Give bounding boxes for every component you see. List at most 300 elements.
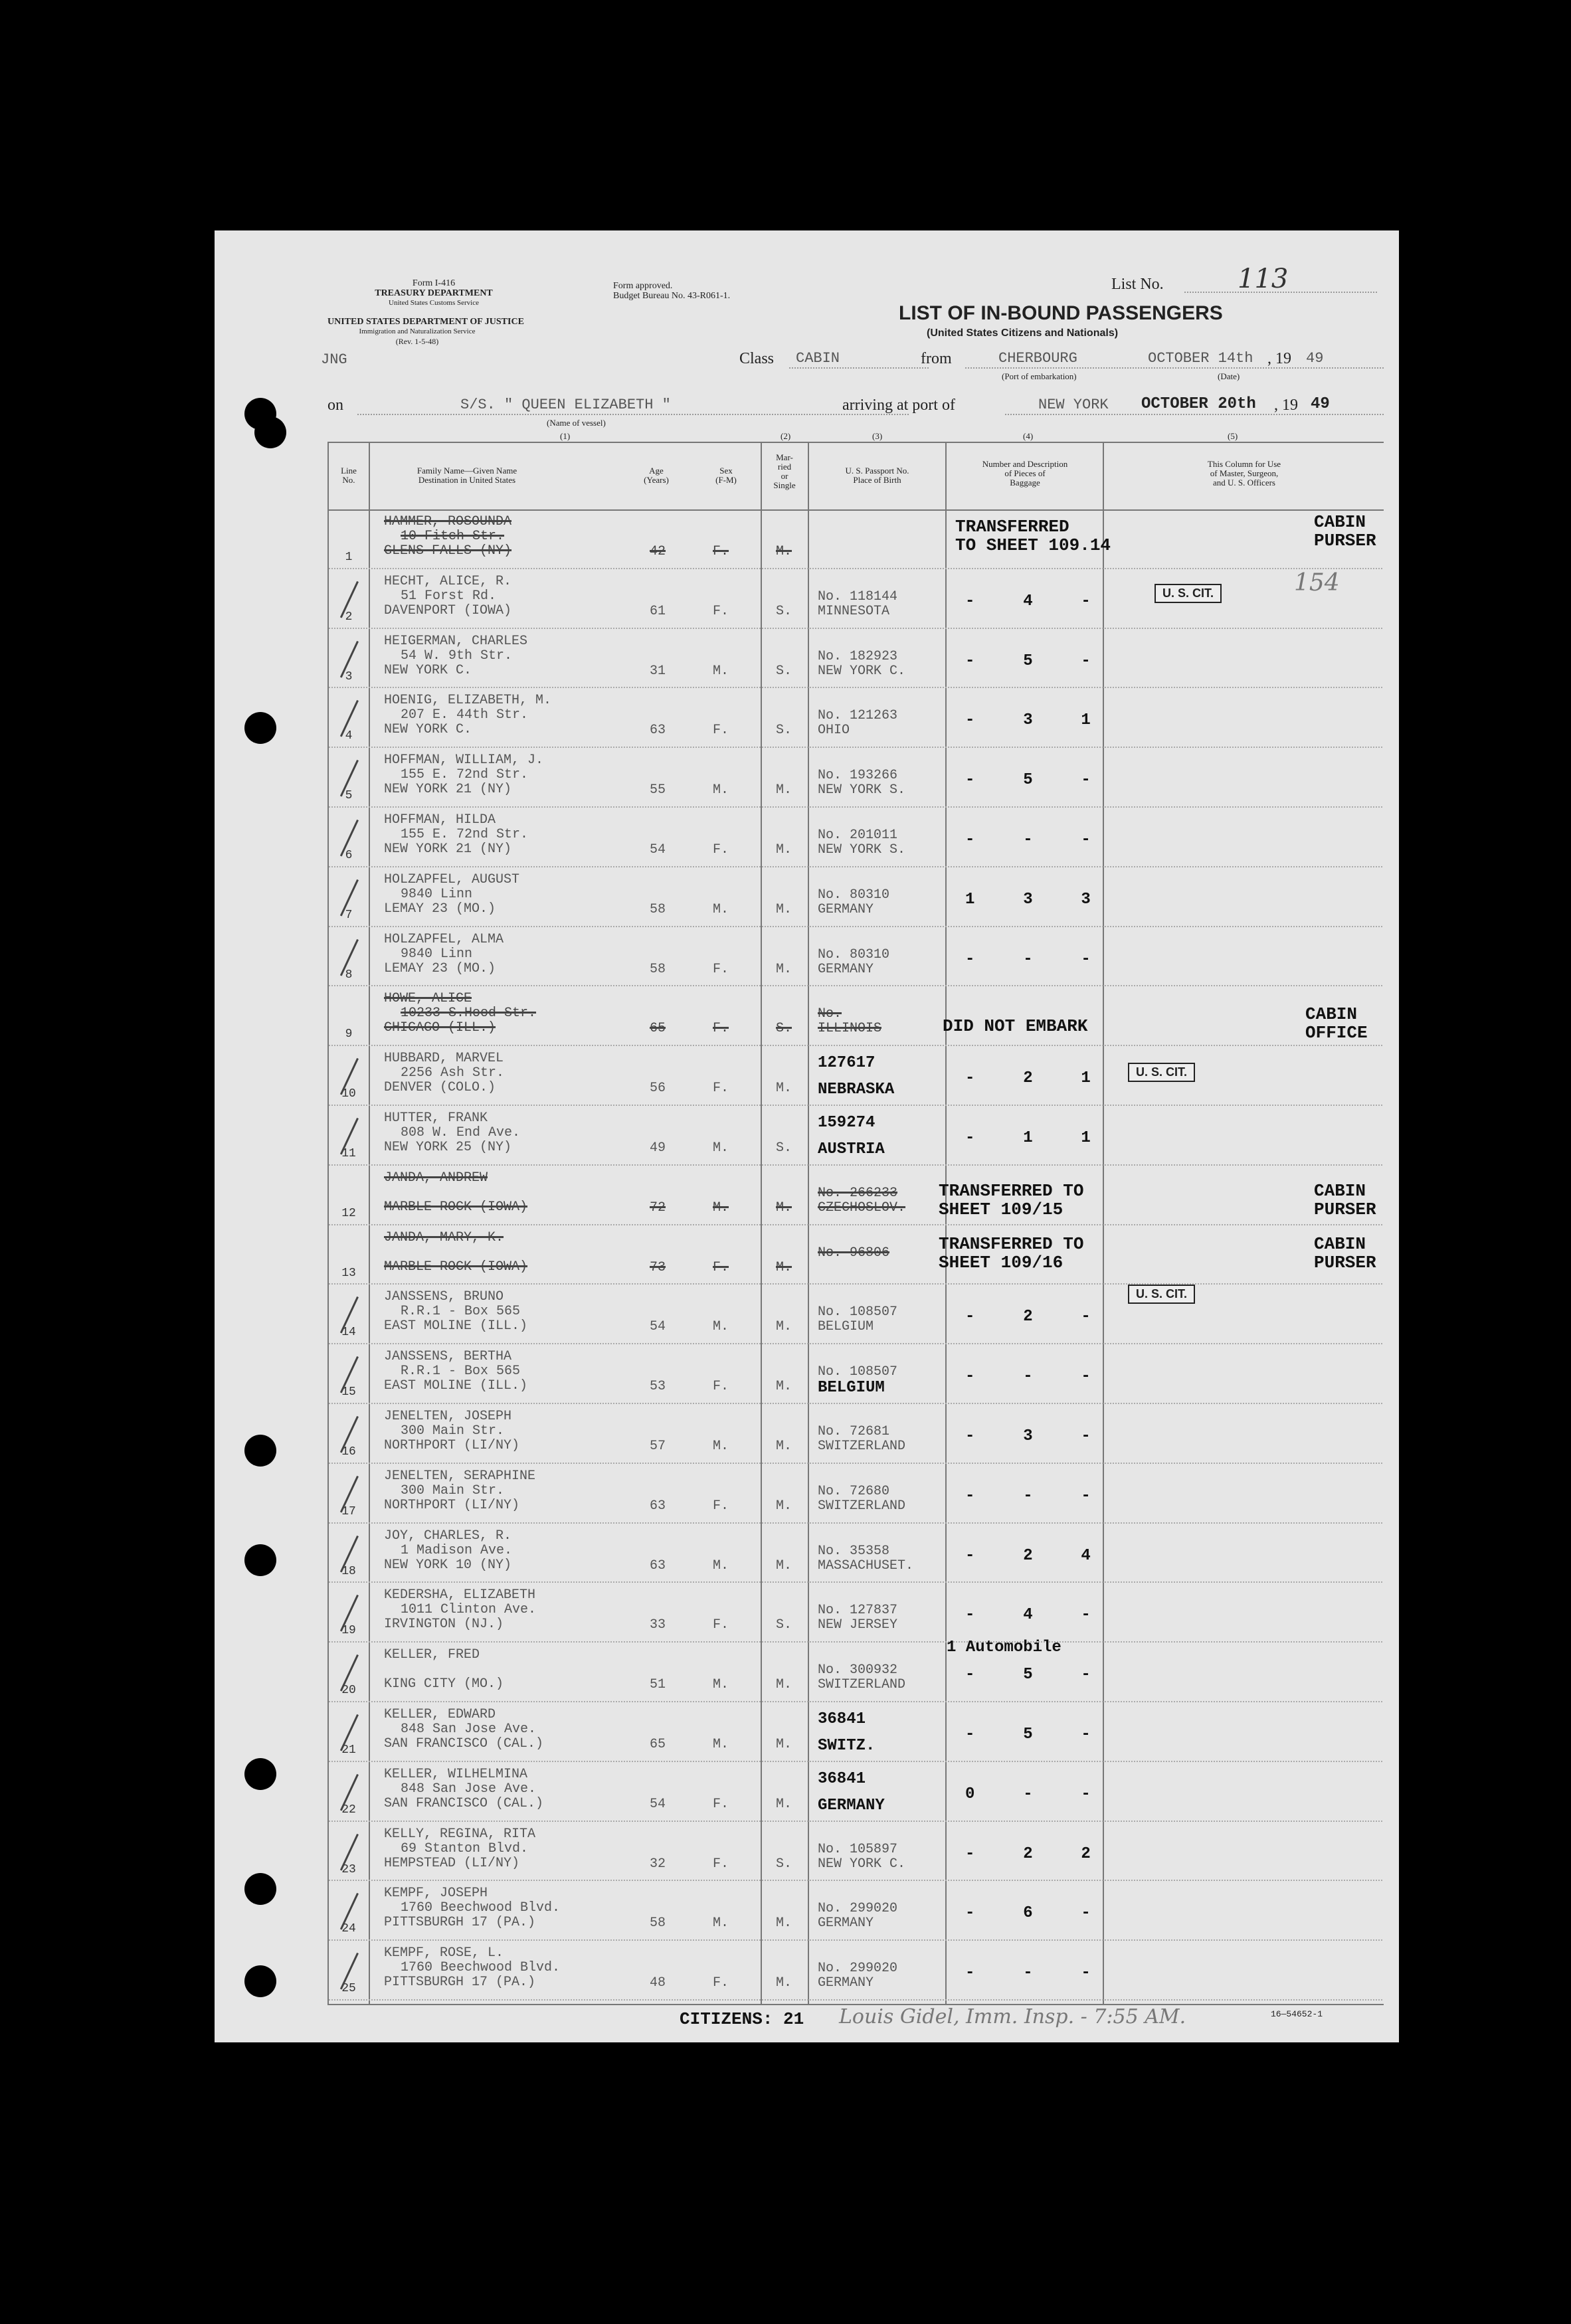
col-header-married-1: Mar- (776, 452, 793, 462)
row-rule (329, 1522, 1382, 1524)
col-header-officers-1: This Column for Use (1207, 459, 1281, 469)
col-header-baggage (949, 460, 1101, 488)
passenger-destination: PITTSBURGH 17 (PA.) (384, 1975, 536, 1991)
check-mark (340, 820, 377, 865)
row-rule (329, 1343, 1382, 1344)
table-header-rule (327, 509, 1384, 511)
passenger-age: 53 (650, 1379, 666, 1395)
passenger-name: KEDERSHA, ELIZABETH (384, 1587, 536, 1603)
place-of-birth: BELGIUM (818, 1379, 885, 1397)
passenger-name: KELLER, WILHELMINA (384, 1766, 528, 1782)
us-cit-stamp: U. S. CIT. (1155, 584, 1222, 603)
passenger-sex: M. (713, 1200, 729, 1215)
ins-service: Immigration and Naturalization Service (359, 327, 476, 335)
row-rule (329, 1641, 1382, 1643)
row-rule (329, 568, 1382, 569)
passport-number: No. 72680 (818, 1483, 890, 1499)
place-of-birth: GERMANY (818, 901, 874, 917)
passenger-destination: SAN FRANCISCO (CAL.) (384, 1795, 544, 1811)
col-header-married-2: ried (777, 462, 792, 472)
passenger-destination: CHICAGO (ILL.) (384, 1020, 496, 1036)
passport-number: No. 108507 (818, 1364, 898, 1380)
place-of-birth: BELGIUM (818, 1319, 874, 1335)
place-of-birth: GERMANY (818, 961, 874, 977)
passenger-age: 73 (650, 1259, 666, 1275)
passenger-age: 63 (650, 1498, 666, 1514)
note-row-20: 1 Automobile (947, 1639, 1062, 1656)
passenger-destination: NEW YORK 25 (NY) (384, 1140, 512, 1155)
binder-hole (244, 1435, 276, 1467)
check-mark (340, 1654, 377, 1700)
line-number: 6 (345, 849, 353, 862)
passport-number: No. 121263 (818, 708, 898, 724)
place-of-birth: CZECHOSLOV. (818, 1200, 906, 1215)
passenger-age: 63 (650, 1558, 666, 1573)
check-mark (340, 1893, 377, 1938)
passenger-marital: S. (776, 1617, 792, 1633)
date-caption: (Date) (1218, 371, 1240, 381)
row-rule (329, 687, 1382, 688)
passport-number: No. 108507 (818, 1304, 898, 1320)
passport-number: 159274 (818, 1114, 876, 1132)
row-rule (329, 1939, 1382, 1941)
baggage-count: - 2 - (965, 1308, 1091, 1326)
row-rule (329, 1403, 1382, 1404)
passenger-age: 32 (650, 1856, 666, 1872)
inspector-signature: Louis Gidel, Imm. Insp. - 7:55 AM. (839, 2005, 1186, 2028)
passenger-marital: M. (776, 1319, 792, 1335)
from-label: from (921, 350, 952, 367)
passenger-address: 9840 Linn (401, 946, 473, 962)
binder-hole (244, 1758, 276, 1790)
row-rule (329, 1880, 1382, 1881)
col-header-baggage-2: of Pieces of (1004, 468, 1046, 478)
passenger-age: 42 (650, 544, 666, 559)
passenger-address: 155 E. 72nd Str. (401, 767, 529, 783)
place-of-birth: NEW YORK S. (818, 842, 906, 857)
passenger-destination: MARBLE ROCK (IOWA) (384, 1199, 528, 1215)
line-number: 9 (345, 1028, 353, 1041)
form-revision: (Rev. 1-5-48) (395, 337, 439, 346)
clerk-initials: JNG (321, 351, 347, 368)
justice-block (327, 317, 524, 347)
passenger-marital: M. (776, 782, 792, 798)
passenger-sex: F. (713, 1379, 729, 1395)
note-row-13: TRANSFERRED TO SHEET 109/16 (939, 1234, 1084, 1273)
passenger-address: 2256 Ash Str. (401, 1065, 505, 1081)
line-number: 10 (341, 1087, 356, 1101)
passenger-address: 300 Main Str. (401, 1482, 505, 1498)
passenger-name: HECHT, ALICE, R. (384, 573, 512, 589)
passenger-destination: NEW YORK 10 (NY) (384, 1557, 512, 1573)
check-mark (340, 1714, 377, 1759)
arrival-line (1005, 414, 1384, 415)
form-number: Form I-416 (412, 278, 456, 288)
passenger-destination: GLENS FALLS (NY) (384, 543, 512, 559)
passport-number: No. 300932 (818, 1662, 898, 1678)
passenger-address: 1760 Beechwood Blvd. (401, 1960, 561, 1976)
passenger-marital: S. (776, 663, 792, 679)
passenger-address: 69 Stanton Blvd. (401, 1840, 529, 1856)
place-of-birth: NEW YORK C. (818, 663, 906, 679)
arrival-date: OCTOBER 20th (1141, 395, 1256, 413)
row-rule (329, 1105, 1382, 1106)
passenger-sex: F. (713, 1975, 729, 1991)
passport-number: No. 96806 (818, 1245, 890, 1261)
passenger-address: 155 E. 72nd Str. (401, 827, 529, 842)
col-header-line-2: No. (342, 475, 355, 485)
col-divider (945, 442, 947, 2004)
check-mark (340, 1118, 377, 1163)
passenger-age: 54 (650, 1796, 666, 1812)
row-rule (329, 1463, 1382, 1464)
passenger-name: HOFFMAN, WILLIAM, J. (384, 753, 544, 768)
passenger-destination: NEW YORK 21 (NY) (384, 842, 512, 857)
passenger-address: 808 W. End Ave. (401, 1125, 521, 1140)
justice-dept: UNITED STATES DEPARTMENT OF JUSTICE (327, 317, 524, 327)
note-row-12: TRANSFERRED TO SHEET 109/15 (939, 1181, 1084, 1219)
vessel-caption: (Name of vessel) (547, 418, 606, 428)
line-number: 15 (341, 1385, 356, 1399)
binder-hole (254, 416, 286, 448)
manifest-page (215, 230, 1399, 2042)
passport-number: No. 127837 (818, 1603, 898, 1619)
check-mark (340, 1535, 377, 1580)
budget-text: Budget Bureau No. 43-R061-1. (613, 291, 731, 301)
passenger-age: 61 (650, 603, 666, 619)
passport-number: No. (818, 1006, 842, 1022)
col-divider (369, 442, 370, 2004)
place-of-birth: SWITZERLAND (818, 1439, 906, 1454)
passenger-marital: M. (776, 1439, 792, 1454)
col-header-officers-3: and U. S. Officers (1213, 478, 1275, 488)
on-label: on (327, 397, 343, 414)
col-num-2: (2) (781, 431, 791, 441)
col-header-passport-1: U. S. Passport No. (845, 466, 909, 476)
passenger-sex: M. (713, 1737, 729, 1752)
passenger-age: 49 (650, 1140, 666, 1156)
passport-number: No. 118144 (818, 588, 898, 604)
port-caption: (Port of embarkation) (1002, 371, 1077, 381)
passenger-address: 1760 Beechwood Blvd. (401, 1900, 561, 1916)
col-divider (327, 442, 329, 2004)
note-row-13-office: CABIN PURSER (1314, 1234, 1376, 1273)
passenger-age: 54 (650, 842, 666, 857)
col-num-5: (5) (1228, 431, 1238, 441)
passenger-marital: M. (776, 1737, 792, 1752)
note-row-9: DID NOT EMBARK (943, 1016, 1088, 1036)
baggage-count: - 4 - (965, 592, 1091, 610)
binder-hole (244, 712, 276, 744)
passenger-age: 58 (650, 901, 666, 917)
col-header-baggage-3: Baggage (1010, 478, 1040, 488)
col-num-1: (1) (560, 431, 571, 441)
baggage-count: - 1 1 (965, 1129, 1091, 1147)
treasury-dept: TREASURY DEPARTMENT (375, 288, 493, 298)
check-mark (340, 760, 377, 805)
passenger-name: JENELTEN, JOSEPH (384, 1409, 512, 1424)
line-number: 24 (341, 1922, 356, 1936)
col-header-officers (1145, 460, 1344, 488)
passenger-destination: IRVINGTON (NJ.) (384, 1617, 504, 1633)
passenger-sex: M. (713, 1916, 729, 1931)
line-number: 18 (341, 1564, 356, 1578)
check-mark (340, 1774, 377, 1819)
baggage-count: - 5 - (965, 771, 1091, 790)
row-rule (329, 747, 1382, 748)
passenger-name: JANSSENS, BRUNO (384, 1289, 504, 1305)
check-mark (340, 1953, 377, 1998)
list-no-label: List No. (1111, 276, 1164, 293)
departure-year-prefix: , 19 (1267, 350, 1291, 367)
line-number: 7 (345, 908, 353, 922)
row-rule (329, 866, 1382, 867)
note-row-1: TRANSFERRED TO SHEET 109.14 (955, 517, 1111, 555)
line-number: 19 (341, 1624, 356, 1638)
row-rule (329, 1821, 1382, 1822)
passenger-address: 848 San Jose Ave. (401, 1781, 537, 1797)
check-mark (340, 1595, 377, 1640)
form-print-code: 16—54652-1 (1271, 2009, 1323, 2019)
check-mark (340, 1416, 377, 1461)
baggage-count: - 6 - (965, 1904, 1091, 1923)
baggage-count: - - - (965, 950, 1091, 968)
table-top-rule (327, 442, 1384, 443)
passenger-address: 207 E. 44th Str. (401, 707, 529, 723)
baggage-count: - 2 4 (965, 1546, 1091, 1565)
col-header-name-1: Family Name—Given Name (416, 466, 517, 476)
passenger-name: HOENIG, ELIZABETH, M. (384, 693, 552, 709)
passenger-name: JENELTEN, SERAPHINE (384, 1468, 536, 1484)
row-rule (329, 926, 1382, 927)
passenger-name: JOY, CHARLES, R. (384, 1528, 512, 1544)
place-of-birth: NEW JERSEY (818, 1617, 898, 1633)
row-rule (329, 1045, 1382, 1046)
passenger-name: JANDA, MARY, K. (384, 1229, 504, 1245)
officer-number: 154 (1294, 569, 1340, 596)
place-of-birth: OHIO (818, 723, 850, 739)
passenger-marital: S. (776, 603, 792, 619)
col-header-age-2: (Years) (644, 475, 669, 485)
passenger-sex: F. (713, 842, 729, 857)
passenger-name: HUTTER, FRANK (384, 1111, 488, 1126)
line-number: 12 (341, 1206, 356, 1220)
from-value: CHERBOURG (998, 350, 1077, 367)
arrival-year-prefix: , 19 (1274, 397, 1298, 414)
passport-number: 36841 (818, 1710, 866, 1728)
passenger-address: 1011 Clinton Ave. (401, 1602, 537, 1618)
baggage-count: - - - (965, 1964, 1091, 1983)
passenger-marital: M. (776, 1200, 792, 1215)
line-number: 20 (341, 1684, 356, 1698)
passenger-name: KEMPF, ROSE, L. (384, 1945, 504, 1961)
passenger-marital: M. (776, 1081, 792, 1097)
passenger-age: 55 (650, 782, 666, 798)
check-mark (340, 640, 377, 685)
line-number: 5 (345, 789, 353, 803)
passenger-age: 31 (650, 663, 666, 679)
passenger-destination: HEMPSTEAD (LI/NY) (384, 1855, 520, 1871)
passport-number: No. 299020 (818, 1901, 898, 1917)
passport-number: No. 80310 (818, 946, 890, 962)
vessel-line (357, 414, 909, 415)
row-rule (329, 1224, 1382, 1225)
passenger-destination: SAN FRANCISCO (CAL.) (384, 1736, 544, 1751)
passenger-name: HEIGERMAN, CHARLES (384, 633, 528, 649)
passenger-address: 848 San Jose Ave. (401, 1722, 537, 1737)
passenger-marital: M. (776, 1916, 792, 1931)
passenger-marital: S. (776, 1021, 792, 1037)
passenger-name: HUBBARD, MARVEL (384, 1051, 504, 1067)
note-row-1-office: CABIN PURSER (1314, 512, 1376, 551)
class-label: Class (739, 350, 775, 367)
line-number: 25 (341, 1982, 356, 1996)
vessel-name: S/S. " QUEEN ELIZABETH " (460, 397, 671, 413)
baggage-count: - 5 - (965, 1666, 1091, 1684)
class-line (789, 367, 929, 369)
passenger-marital: S. (776, 1856, 792, 1872)
passenger-name: HOLZAPFEL, AUGUST (384, 871, 520, 887)
passport-number: No. 266233 (818, 1185, 898, 1201)
row-rule (329, 1164, 1382, 1166)
passenger-sex: F. (713, 544, 729, 559)
passenger-age: 54 (650, 1319, 666, 1335)
passenger-address: 10 Fitch Str. (401, 529, 505, 544)
passenger-address: R.R.1 - Box 565 (401, 1364, 521, 1380)
baggage-count: - - - (965, 1486, 1091, 1505)
col-num-4: (4) (1023, 431, 1034, 441)
passenger-name: HOWE, ALICE (384, 991, 472, 1007)
passenger-sex: M. (713, 782, 729, 798)
passenger-age: 58 (650, 1916, 666, 1931)
place-of-birth: MASSACHUSET. (818, 1558, 914, 1573)
passenger-name: HOLZAPFEL, ALMA (384, 931, 504, 947)
binder-hole (244, 1873, 276, 1905)
passenger-marital: M. (776, 1259, 792, 1275)
passenger-marital: M. (776, 1379, 792, 1395)
baggage-count: - 4 - (965, 1606, 1091, 1625)
col-header-age-1: Age (649, 466, 664, 476)
row-rule (329, 806, 1382, 808)
place-of-birth: SWITZERLAND (818, 1498, 906, 1514)
col-header-name (374, 466, 560, 485)
passenger-destination: DENVER (COLO.) (384, 1080, 496, 1096)
check-mark (340, 581, 377, 626)
passenger-sex: F. (713, 1796, 729, 1812)
customs-service: United States Customs Service (389, 299, 479, 307)
passenger-address: R.R.1 - Box 565 (401, 1304, 521, 1320)
passenger-name: HOFFMAN, HILDA (384, 812, 496, 828)
place-of-birth: MINNESOTA (818, 603, 890, 619)
passenger-address: 300 Main Str. (401, 1423, 505, 1439)
passenger-marital: M. (776, 1558, 792, 1573)
col-header-married (763, 453, 806, 490)
departure-date: OCTOBER 14th (1148, 350, 1253, 367)
col-header-sex (706, 466, 746, 485)
line-number: 14 (341, 1326, 356, 1340)
passenger-address: 9840 Linn (401, 886, 473, 902)
us-cit-stamp: U. S. CIT. (1128, 1285, 1195, 1304)
row-rule (329, 1283, 1382, 1285)
col-header-line-1: Line (341, 466, 357, 476)
check-mark (340, 1476, 377, 1521)
passenger-destination: PITTSBURGH 17 (PA.) (384, 1915, 536, 1931)
col-header-line (329, 466, 369, 485)
baggage-count: 1 3 3 (965, 890, 1091, 909)
passenger-marital: M. (776, 1975, 792, 1991)
check-mark (340, 1058, 377, 1103)
passenger-marital: M. (776, 1796, 792, 1812)
passport-number: 36841 (818, 1769, 866, 1788)
passport-number: No. 80310 (818, 887, 890, 903)
passenger-name: KELLY, REGINA, RITA (384, 1826, 536, 1842)
passenger-name: KEMPF, JOSEPH (384, 1886, 488, 1902)
row-rule (329, 1761, 1382, 1762)
passenger-destination: NEW YORK C. (384, 662, 472, 678)
place-of-birth: GERMANY (818, 1916, 874, 1931)
baggage-count: - 3 1 (965, 711, 1091, 730)
arrival-port: NEW YORK (1038, 397, 1109, 413)
form-approval (613, 281, 730, 301)
passenger-sex: M. (713, 901, 729, 917)
col-header-sex-1: Sex (719, 466, 733, 476)
passenger-name: HAMMER, ROSOUNDA (384, 514, 512, 529)
note-row-9-office: CABIN OFFICE (1305, 1004, 1368, 1043)
passenger-sex: F. (713, 1081, 729, 1097)
check-mark (340, 939, 377, 984)
arriving-label: arriving at port of (842, 397, 955, 414)
manifest-subtitle: (United States Citizens and Nationals) (927, 327, 1119, 339)
passenger-name: JANDA, ANDREW (384, 1170, 488, 1186)
row-rule (329, 1701, 1382, 1702)
place-of-birth: GERMANY (818, 1796, 885, 1815)
passenger-name: JANSSENS, BERTHA (384, 1349, 512, 1365)
passenger-age: 51 (650, 1677, 666, 1693)
line-number: 21 (341, 1743, 356, 1757)
passenger-sex: M. (713, 1140, 729, 1156)
passenger-destination: KING CITY (MO.) (384, 1676, 504, 1692)
passenger-sex: F. (713, 1617, 729, 1633)
baggage-count: - 2 1 (965, 1069, 1091, 1088)
col-divider (808, 442, 809, 2004)
passenger-destination: NORTHPORT (LI/NY) (384, 1438, 520, 1453)
passenger-sex: F. (713, 961, 729, 977)
col-header-officers-2: of Master, Surgeon, (1210, 468, 1279, 478)
row-rule (329, 1999, 1382, 2001)
passenger-sex: M. (713, 663, 729, 679)
passenger-sex: F. (713, 1498, 729, 1514)
passenger-destination: DAVENPORT (IOWA) (384, 602, 512, 618)
approval-text: Form approved. (613, 281, 673, 291)
passenger-sex: M. (713, 1439, 729, 1454)
note-row-12-office: CABIN PURSER (1314, 1181, 1376, 1219)
check-mark (340, 1356, 377, 1401)
line-number: 22 (341, 1803, 356, 1817)
passenger-address: 10233 S.Hood Str. (401, 1006, 537, 1022)
passport-number: No. 182923 (818, 648, 898, 664)
passenger-name: KELLER, EDWARD (384, 1707, 496, 1722)
list-no-value: 113 (1238, 264, 1289, 294)
col-header-baggage-1: Number and Description (982, 459, 1068, 469)
class-value: CABIN (796, 350, 840, 367)
passenger-sex: M. (713, 1558, 729, 1573)
row-rule (329, 985, 1382, 986)
passenger-age: 72 (650, 1200, 666, 1215)
row-rule (329, 628, 1382, 629)
passenger-address: 1 Madison Ave. (401, 1542, 513, 1558)
line-number: 16 (341, 1445, 356, 1459)
passenger-age: 65 (650, 1021, 666, 1037)
